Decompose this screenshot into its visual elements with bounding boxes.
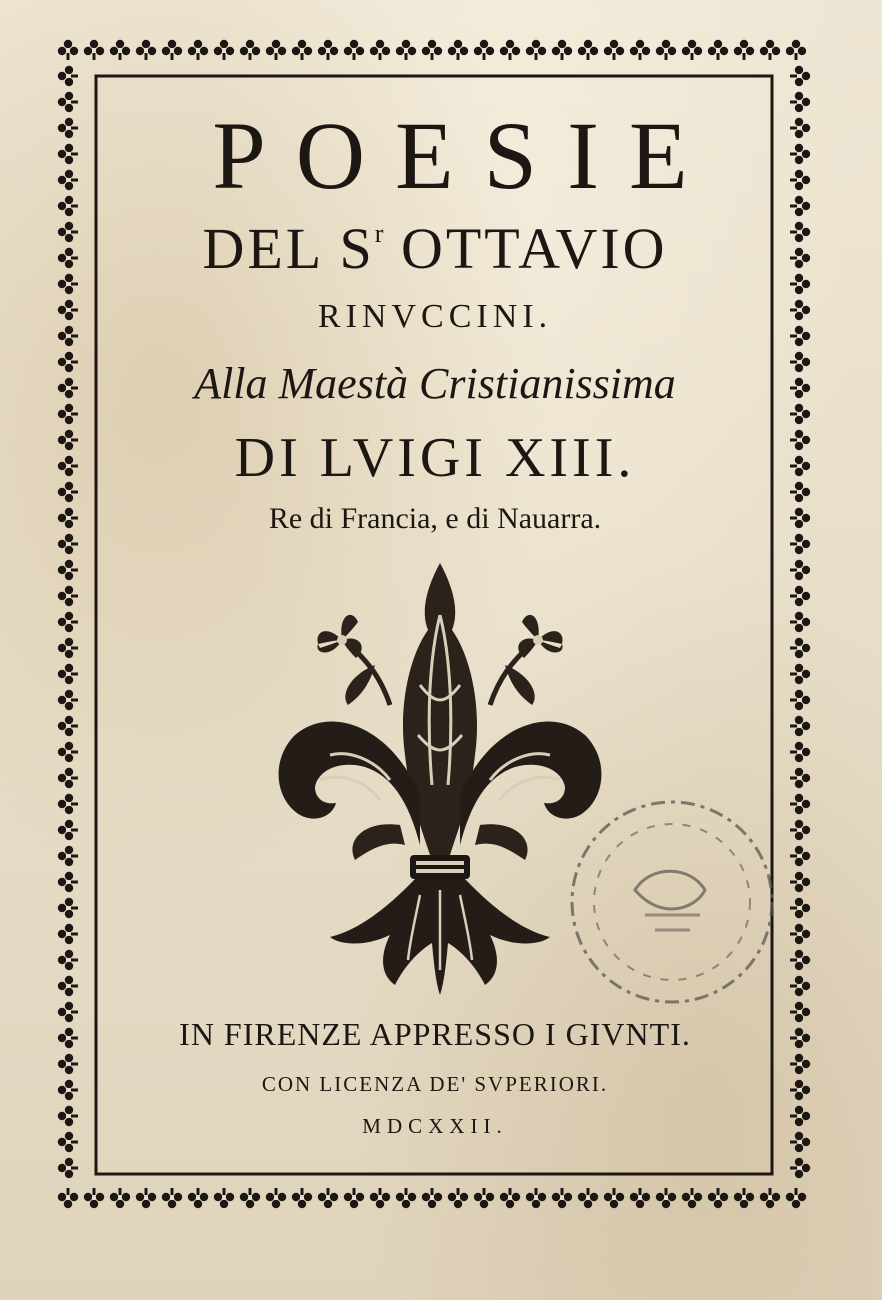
border-ornament xyxy=(790,742,810,762)
border-ornament xyxy=(790,664,810,684)
border-ornament xyxy=(370,40,390,60)
border-ornament xyxy=(58,794,78,814)
border-ornament xyxy=(790,794,810,814)
border-ornament xyxy=(58,768,78,788)
border-ornament xyxy=(790,690,810,710)
author-first-name: OTTAVIO xyxy=(383,216,668,281)
border-ornament xyxy=(188,1188,208,1208)
border-ornament xyxy=(708,1188,728,1208)
book-title: POESIE xyxy=(212,102,718,209)
border-ornament xyxy=(84,1188,104,1208)
border-ornament xyxy=(790,1106,810,1126)
border-ornament xyxy=(240,40,260,60)
border-ornament xyxy=(266,1188,286,1208)
border-ornament xyxy=(58,92,78,112)
border-ornament xyxy=(656,40,676,60)
border-ornament xyxy=(790,430,810,450)
author-honorific-sup: r xyxy=(374,219,384,248)
border-ornament xyxy=(790,1132,810,1152)
border-ornament xyxy=(58,1002,78,1022)
border-ornament xyxy=(136,1188,156,1208)
border-ornament xyxy=(656,1188,676,1208)
license-line: CON LICENZA DE' SVPERIORI. xyxy=(261,1072,609,1096)
border-ornament xyxy=(58,248,78,268)
border-ornament xyxy=(162,1188,182,1208)
king-line: DI LVIGI XIII. xyxy=(234,427,636,489)
imprint-line: IN FIRENZE APPRESSO I GIVNTI. xyxy=(179,1016,691,1052)
border-ornament xyxy=(448,1188,468,1208)
border-ornament xyxy=(790,222,810,242)
author-line xyxy=(100,216,770,281)
border-ornament xyxy=(58,66,78,86)
border-ornament xyxy=(58,300,78,320)
border-ornament xyxy=(448,40,468,60)
border-ornament xyxy=(790,898,810,918)
border-ornament xyxy=(396,40,416,60)
border-ornament xyxy=(790,586,810,606)
border-ornament xyxy=(682,40,702,60)
border-ornament xyxy=(790,508,810,528)
border-ornament xyxy=(318,1188,338,1208)
border-ornament xyxy=(734,1188,754,1208)
border-ornament xyxy=(110,1188,130,1208)
border-ornament xyxy=(110,40,130,60)
border-ornament xyxy=(790,248,810,268)
border-ornament xyxy=(214,40,234,60)
border-ornament xyxy=(58,664,78,684)
border-ornament xyxy=(790,300,810,320)
border-ornament xyxy=(422,40,442,60)
border-ornament xyxy=(578,40,598,60)
border-ornament xyxy=(790,326,810,346)
border-ornament xyxy=(58,1106,78,1126)
border-ornament xyxy=(58,560,78,580)
border-ornament xyxy=(84,40,104,60)
border-ornament xyxy=(790,768,810,788)
border-ornament xyxy=(58,1132,78,1152)
border-ornament xyxy=(760,1188,780,1208)
border-ornament xyxy=(734,40,754,60)
border-ornament xyxy=(526,1188,546,1208)
border-ornament xyxy=(58,482,78,502)
border-ornament xyxy=(344,40,364,60)
border-ornament xyxy=(58,690,78,710)
border-ornament xyxy=(370,1188,390,1208)
border-ornament xyxy=(552,1188,572,1208)
border-ornament xyxy=(708,40,728,60)
border-ornament xyxy=(58,638,78,658)
dedication-line: Alla Maestà Cristianissima xyxy=(194,359,676,408)
border-ornament xyxy=(136,40,156,60)
border-ornament xyxy=(58,1054,78,1074)
border-ornament xyxy=(58,1080,78,1100)
border-ornament xyxy=(790,1054,810,1074)
border-ornament xyxy=(58,1158,78,1178)
border-ornament xyxy=(790,404,810,424)
border-ornament xyxy=(682,1188,702,1208)
border-ornament xyxy=(58,742,78,762)
border-ornament xyxy=(474,1188,494,1208)
realm-line: Re di Francia, e di Nauarra. xyxy=(268,502,602,535)
border-ornament xyxy=(58,196,78,216)
border-ornament xyxy=(500,1188,520,1208)
border-ornament xyxy=(474,40,494,60)
border-ornament xyxy=(790,976,810,996)
border-ornament xyxy=(58,976,78,996)
border-ornament xyxy=(58,378,78,398)
border-ornament xyxy=(790,924,810,944)
border-ornament xyxy=(318,40,338,60)
border-ornament xyxy=(58,820,78,840)
border-ornament xyxy=(58,222,78,242)
border-ornament xyxy=(58,950,78,970)
border-ornament xyxy=(790,846,810,866)
border-ornament xyxy=(790,820,810,840)
border-ornament xyxy=(58,534,78,554)
border-ornament xyxy=(790,482,810,502)
border-ornament xyxy=(58,170,78,190)
border-ornament xyxy=(422,1188,442,1208)
border-ornament xyxy=(58,352,78,372)
border-ornament xyxy=(760,40,780,60)
border-ornament xyxy=(58,924,78,944)
border-ornament xyxy=(58,846,78,866)
border-ornament xyxy=(790,378,810,398)
border-ornament xyxy=(58,430,78,450)
border-ornament xyxy=(790,872,810,892)
border-ornament xyxy=(58,144,78,164)
border-ornament xyxy=(58,274,78,294)
date-line: MDCXXII. xyxy=(362,1114,508,1138)
border-ornament xyxy=(58,118,78,138)
border-ornament xyxy=(396,1188,416,1208)
border-ornament xyxy=(344,1188,364,1208)
border-ornament xyxy=(292,1188,312,1208)
border-ornament xyxy=(58,508,78,528)
border-ornament xyxy=(188,40,208,60)
border-ornament xyxy=(790,456,810,476)
border-ornament xyxy=(790,612,810,632)
border-ornament xyxy=(214,1188,234,1208)
border-ornament xyxy=(786,40,806,60)
fleur-de-lis-icon xyxy=(270,555,610,1005)
border-ornament xyxy=(790,716,810,736)
border-ornament xyxy=(552,40,572,60)
border-ornament xyxy=(604,40,624,60)
border-ornament xyxy=(790,352,810,372)
border-ornament xyxy=(58,1028,78,1048)
border-ornament xyxy=(790,66,810,86)
border-ornament xyxy=(790,1028,810,1048)
border-ornament xyxy=(786,1188,806,1208)
border-ornament xyxy=(58,872,78,892)
border-ornament xyxy=(790,560,810,580)
border-ornament xyxy=(292,40,312,60)
border-ornament xyxy=(526,40,546,60)
border-ornament xyxy=(790,638,810,658)
border-ornament xyxy=(58,586,78,606)
border-ornament xyxy=(578,1188,598,1208)
border-ornament xyxy=(630,1188,650,1208)
border-ornament xyxy=(58,898,78,918)
border-ornament xyxy=(790,534,810,554)
border-ornament xyxy=(630,40,650,60)
border-ornament xyxy=(266,40,286,60)
border-ornament xyxy=(162,40,182,60)
border-ornament xyxy=(604,1188,624,1208)
border-ornament xyxy=(58,612,78,632)
border-ornament xyxy=(790,274,810,294)
border-ornament xyxy=(58,404,78,424)
border-ornament xyxy=(790,1158,810,1178)
border-ornament xyxy=(58,1188,78,1208)
border-ornament xyxy=(500,40,520,60)
border-ornament xyxy=(58,716,78,736)
border-ornament xyxy=(58,326,78,346)
border-ornament xyxy=(240,1188,260,1208)
border-ornament xyxy=(790,950,810,970)
author-surname: RINVCCINI. xyxy=(317,298,553,335)
author-prefix: DEL S xyxy=(202,216,375,281)
library-stamp xyxy=(565,795,780,1010)
border-ornament xyxy=(58,40,78,60)
border-ornament xyxy=(790,1002,810,1022)
border-ornament xyxy=(58,456,78,476)
border-ornament xyxy=(790,1080,810,1100)
